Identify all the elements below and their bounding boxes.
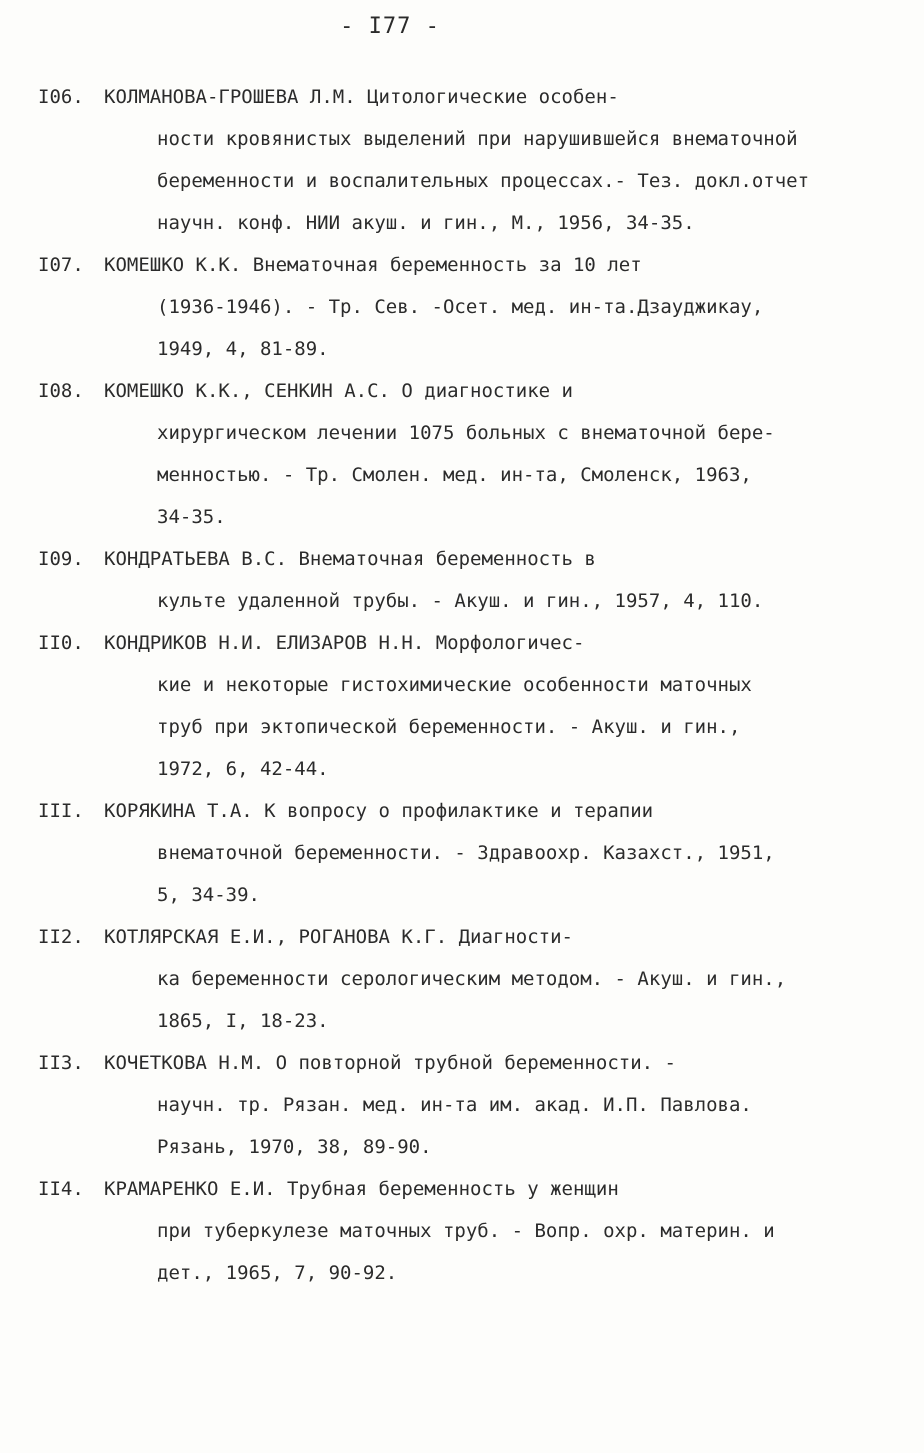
entry-number: I07. [38,254,84,276]
entry-line: КОТЛЯРСКАЯ Е.И., РОГАНОВА К.Г. Диагности- [104,926,573,948]
entry-text [104,538,898,622]
entry-number: II0. [38,632,84,654]
entry-line: менностью. - Тр. Смолен. мед. ин-та, Смоленск, 1963, [157,464,752,486]
entry-number: III. [38,800,84,822]
entry-line: КОМЕШКО К.К. Внематочная беременность за 10 лет [104,254,642,276]
entry-line: КОНДРАТЬЕВА В.С. Внематочная беременность в [104,548,596,570]
entry-line: 1949, 4, 81-89. [157,338,329,360]
entry-number: I09. [38,548,84,570]
entry-text [104,370,898,538]
entry-line: внематочной беременности. - Здравоохр. Казахст., 1951, [157,842,775,864]
bibliography-entry [38,790,898,916]
entry-number: II3. [38,1052,84,1074]
entry-text [104,790,898,916]
entry-text [104,622,898,790]
entry-number: I08. [38,380,84,402]
entry-line: кие и некоторые гистохимические особенности маточных [157,674,752,696]
entry-line: научн. тр. Рязан. мед. ин-та им. акад. И.П. Павлова. [157,1094,752,1116]
entry-text [104,244,898,370]
entry-line: ка беременности серологическим методом. - Акуш. и гин., [157,968,787,990]
entry-line: КРАМАРЕНКО Е.И. Трубная беременность у женщин [104,1178,619,1200]
entry-text [104,916,898,1042]
entry-line: 5, 34-39. [157,884,260,906]
bibliography-entry [38,622,898,790]
entry-line: хирургическом лечении 1075 больных с внематочной бере- [157,422,775,444]
entry-line: КОМЕШКО К.К., СЕНКИН А.С. О диагностике и [104,380,573,402]
entry-number: I06. [38,86,84,108]
entry-line: 34-35. [157,506,226,528]
entry-number: II2. [38,926,84,948]
entry-line: труб при эктопической беременности. - Акуш. и гин., [157,716,741,738]
bibliography-entry [38,76,898,244]
entry-line: при туберкулезе маточных труб. - Вопр. охр. материн. и [157,1220,775,1242]
entry-number: II4. [38,1178,84,1200]
entry-line: Рязань, 1970, 38, 89-90. [157,1136,432,1158]
bibliography-entry [38,370,898,538]
page-number: - I77 - [340,14,440,39]
entry-line: дет., 1965, 7, 90-92. [157,1262,398,1284]
entry-line: ности кровянистых выделений при нарушившейся внематочной [157,128,798,150]
entry-text [104,1168,898,1294]
bibliography-list [38,76,898,1294]
bibliography-entry [38,1042,898,1168]
entry-line: КОЧЕТКОВА Н.М. О повторной трубной беременности. - [104,1052,676,1074]
bibliography-entry [38,1168,898,1294]
entry-line: КОЛМАНОВА-ГРОШЕВА Л.М. Цитологические особен- [104,86,619,108]
entry-line: культе удаленной трубы. - Акуш. и гин., 1957, 4, 110. [157,590,764,612]
entry-line: (1936-1946). - Тр. Сев. -Осет. мед. ин-та.Дзауджикау, [157,296,764,318]
entry-line: КОНДРИКОВ Н.И. ЕЛИЗАРОВ Н.Н. Морфологичес- [104,632,585,654]
entry-line: КОРЯКИНА Т.А. К вопросу о профилактике и терапии [104,800,654,822]
bibliography-entry [38,538,898,622]
bibliography-entry [38,244,898,370]
entry-line: 1865, I, 18-23. [157,1010,329,1032]
entry-line: беременности и воспалительных процессах.- Тез. докл.отчет [157,170,810,192]
entry-line: 1972, 6, 42-44. [157,758,329,780]
bibliography-entry [38,916,898,1042]
entry-text [104,76,898,244]
entry-text [104,1042,898,1168]
entry-line: научн. конф. НИИ акуш. и гин., М., 1956, 34-35. [157,212,695,234]
